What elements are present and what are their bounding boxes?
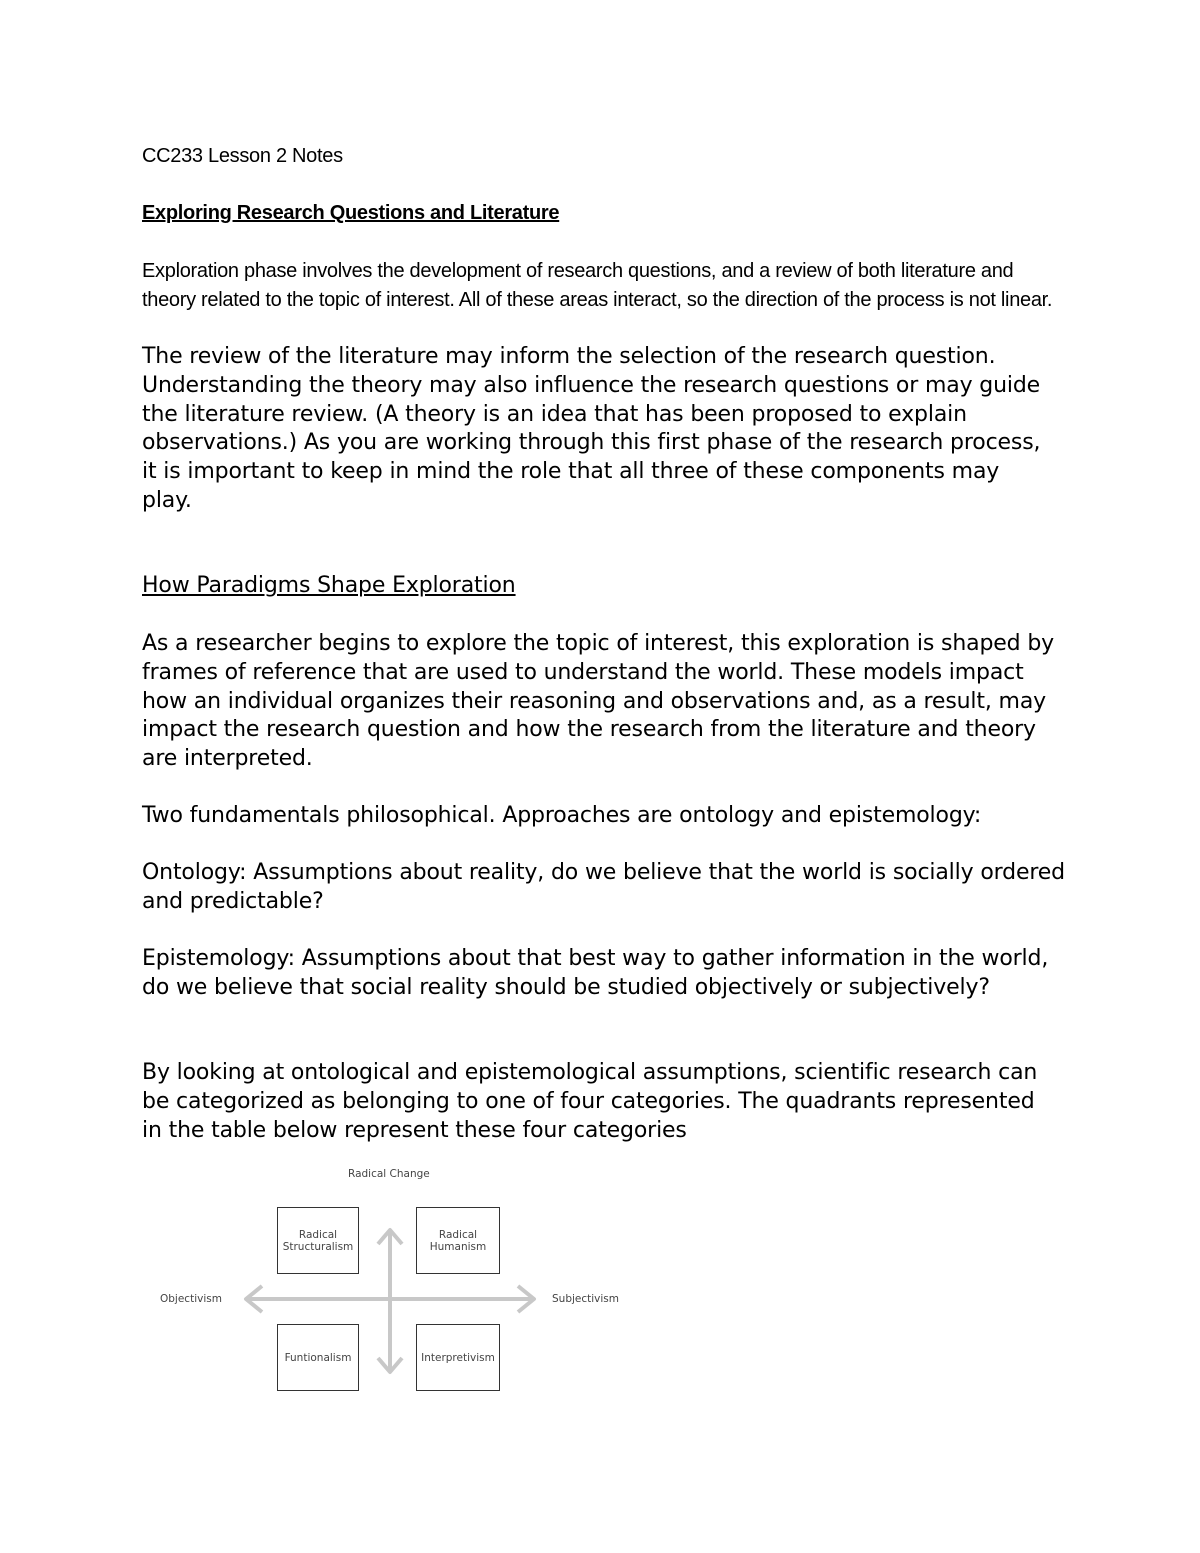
ontology-paragraph: Ontology: Assumptions about reality, do we believe that the world is socially ordered and predictable? [142,860,1065,914]
quadrant-functionalism: Funtionalism [277,1324,359,1391]
quadrant-interpretivism: Interpretivism [416,1324,500,1391]
paradigms-subheading: How Paradigms Shape Exploration [142,573,516,598]
top-axis-label: Radical Change [348,1168,430,1180]
approaches-paragraph: Two fundamentals philosophical. Approaches are ontology and epistemology: [142,803,982,828]
intro-paragraph: Exploration phase involves the development of research questions, and a review of both literature and theory related to the topic of interest. All of these areas interact, so the direction of the process is not linear. [142,260,1053,311]
quadrant-radical-structuralism: Radical Structuralism [277,1207,359,1274]
right-axis-label: Subjectivism [552,1293,619,1305]
paradigms-paragraph: As a researcher begins to explore the topic of interest, this exploration is shaped by frames of reference that are used to understand the world. These models impact how an individual organizes their reasoning and observations and, as a result, may impact the research question and how the research from the literature and theory are interpreted. [142,631,1055,772]
course-title: CC233 Lesson 2 Notes [142,145,343,167]
left-axis-label: Objectivism [160,1293,222,1305]
categories-paragraph: By looking at ontological and epistemological assumptions, scientific research can be categorized as belonging to one of four categories. The quadrants represented in the table below represent these four categories [142,1060,1038,1143]
section-heading: Exploring Research Questions and Literature [142,202,560,224]
epistemology-paragraph: Epistemology: Assumptions about that best way to gather information in the world, do we believe that social reality should be studied objectively or subjectively? [142,946,1049,1000]
quadrant-arrows [140,1160,640,1400]
paradigm-quadrant-diagram [140,1160,640,1400]
literature-paragraph: The review of the literature may inform the selection of the research question. Understanding the theory may also influence the research questions or may guide the literature review. (A theory is an idea that has been proposed to explain observations.) As you are working through this first phase of the research process, it is important to keep in mind the role that all three of these components may play. [142,344,1041,513]
quadrant-radical-humanism: Radical Humanism [416,1207,500,1274]
